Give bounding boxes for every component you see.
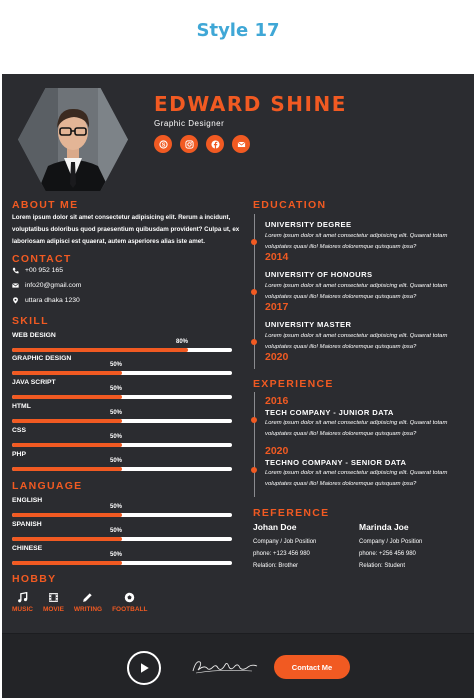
skill-bar-fill [12, 371, 122, 375]
hobby-list [12, 592, 147, 613]
education-year: 2017 [265, 301, 289, 313]
contact-email-text: info20@gmail.com [25, 282, 82, 289]
style-title: Style 17 [196, 20, 280, 41]
reference-relation: Relation: Student [359, 563, 406, 569]
skill-percent: 50% [109, 458, 122, 464]
reference-phone: phone: +256 456 980 [359, 551, 416, 557]
experience-desc: Lorem ipsum dolor sit amet consectetur adipisicing elit. Quaerat totam voluptates quasi illo! Maiores doloremque quisquam ipsa? [265, 420, 448, 437]
education-heading: EDUCATION [253, 199, 327, 211]
experience-timeline [254, 392, 255, 497]
hobby-label: MUSIC [12, 606, 33, 613]
skill-bar-fill [12, 395, 122, 399]
reference-job: Company / Job Position [359, 539, 423, 545]
timeline-dot [251, 239, 257, 245]
skill-percent: 50% [109, 410, 122, 416]
language-label: ENGLISH [12, 497, 43, 504]
language-percent: 50% [109, 552, 122, 558]
language-label: SPANISH [12, 521, 42, 528]
reference-phone: phone: +123 456 980 [253, 551, 310, 557]
contact-me-button[interactable]: Contact Me [274, 655, 350, 679]
language-bar-fill [12, 513, 122, 517]
skill-label: CSS [12, 427, 26, 434]
resume-card [2, 74, 474, 698]
skill-bar-fill [12, 443, 122, 447]
skill-heading: SKILL [12, 315, 49, 327]
skill-bar-fill [12, 467, 122, 471]
profile-photo [18, 88, 128, 191]
skill-bar [12, 434, 232, 447]
education-desc: Lorem ipsum dolor sit amet consectetur adipisicing elit. Quaerat totam voluptates quasi illo! Maiores doloremque quisquam ipsa? [265, 233, 448, 250]
instagram-icon[interactable] [180, 135, 198, 153]
language-bar [12, 528, 232, 541]
skill-percent: 50% [109, 386, 122, 392]
language-percent: 50% [109, 528, 122, 534]
education-title: UNIVERSITY OF HONOURS [265, 270, 373, 279]
contact-email [12, 282, 81, 289]
language-bar-fill [12, 537, 122, 541]
about-line: laboriosam adipisci est quaerat, autem asperiores alias iste amet. [12, 238, 205, 245]
skill-label: GRAPHIC DESIGN [12, 355, 72, 362]
language-label: CHINESE [12, 545, 43, 552]
pencil-icon [82, 592, 93, 603]
reference-job: Company / Job Position [253, 539, 317, 545]
language-bar [12, 552, 232, 565]
signature-image [190, 656, 260, 683]
reference-heading: REFERENCE [253, 507, 330, 519]
facebook-icon[interactable] [206, 135, 224, 153]
hobby-item [12, 592, 33, 613]
skill-percent: 50% [109, 362, 122, 368]
contact-address [12, 297, 80, 304]
experience-year: 2020 [265, 445, 289, 457]
about-text [12, 212, 239, 248]
education-title: UNIVERSITY MASTER [265, 320, 352, 329]
reference-name: Marinda Joe [359, 522, 409, 532]
skill-label: HTML [12, 403, 31, 410]
experience-title: TECHNO COMPANY - SENIOR DATA [265, 458, 407, 467]
timeline-dot [251, 467, 257, 473]
hobby-label: MOVIE [42, 606, 64, 613]
experience-heading: EXPERIENCE [253, 378, 334, 390]
hobby-item [112, 592, 147, 613]
skill-bar [12, 386, 232, 399]
mail-icon [12, 282, 19, 289]
skill-bar [12, 362, 232, 375]
education-year: 2014 [265, 251, 289, 263]
education-desc: Lorem ipsum dolor sit amet consectetur adipisicing elit. Quaerat totam voluptates quasi illo! Maiores doloremque quisquam ipsa? [265, 333, 448, 350]
skill-bar [12, 410, 232, 423]
profile-role: Graphic Designer [154, 119, 225, 128]
education-desc: Lorem ipsum dolor sit amet consectetur adipisicing elit. Quaerat totam voluptates quasi illo! Maiores doloremque quisquam ipsa? [265, 283, 448, 300]
reference-relation: Relation: Brother [253, 563, 299, 569]
footer-bar [2, 633, 474, 698]
reference-details [359, 536, 422, 572]
language-heading: LANGUAGE [12, 480, 83, 492]
contact-phone-text: +00 952 165 [25, 267, 63, 274]
experience-year: 2016 [265, 395, 289, 407]
skill-percent: 80% [175, 339, 188, 345]
play-button[interactable] [127, 651, 161, 685]
reference-card [253, 522, 316, 572]
hobby-label: FOOTBALL [112, 606, 148, 613]
timeline-dot [251, 417, 257, 423]
skill-bar [12, 458, 232, 471]
about-line: Lorem ipsum dolor sit amet consectetur adipisicing elit. Rerum a incidunt, [12, 214, 231, 221]
hobby-item [43, 592, 64, 613]
skill-label: JAVA SCRIPT [12, 379, 56, 386]
language-bar [12, 504, 232, 517]
language-percent: 50% [109, 504, 122, 510]
reference-card [359, 522, 422, 572]
film-icon [48, 592, 59, 603]
experience-title: TECH COMPANY - JUNIOR DATA [265, 408, 394, 417]
play-icon [138, 662, 150, 674]
profile-name: EDWARD SHINE [154, 92, 347, 116]
timeline-dot [251, 339, 257, 345]
timeline-dot [251, 289, 257, 295]
skill-bar [12, 339, 232, 352]
social-links [154, 135, 250, 153]
football-icon [124, 592, 135, 603]
contact-heading: CONTACT [12, 253, 72, 265]
phone-icon [12, 267, 19, 274]
email-icon[interactable] [232, 135, 250, 153]
location-icon [12, 297, 19, 304]
contact-phone [12, 267, 63, 274]
education-year: 2020 [265, 351, 289, 363]
experience-desc: Lorem ipsum dolor sit amet consectetur adipisicing elit. Quaerat totam voluptates quasi illo! Maiores doloremque quisquam ipsa? [265, 470, 448, 487]
language-bar-fill [12, 561, 122, 565]
skill-label: WEB DESIGN [12, 332, 56, 339]
contact-address-text: uttara dhaka 1230 [25, 297, 80, 304]
about-heading: ABOUT ME [12, 199, 79, 211]
skill-percent: 50% [109, 434, 122, 440]
reference-details [253, 536, 316, 572]
skype-icon[interactable] [154, 135, 172, 153]
hobby-label: WRITING [73, 606, 103, 613]
skill-bar-fill [12, 419, 122, 423]
hobby-heading: HOBBY [12, 573, 57, 585]
skill-label: PHP [12, 451, 26, 458]
skill-bar-fill [12, 348, 188, 352]
education-title: UNIVERSITY DEGREE [265, 220, 352, 229]
reference-name: Johan Doe [253, 522, 297, 532]
music-icon [17, 592, 28, 603]
about-line: voluptatibus doloribus quod praesentium quibusdam provident? Culpa ut, ex [12, 226, 240, 233]
svg-text:S: S [161, 141, 165, 148]
hobby-item [74, 592, 102, 613]
